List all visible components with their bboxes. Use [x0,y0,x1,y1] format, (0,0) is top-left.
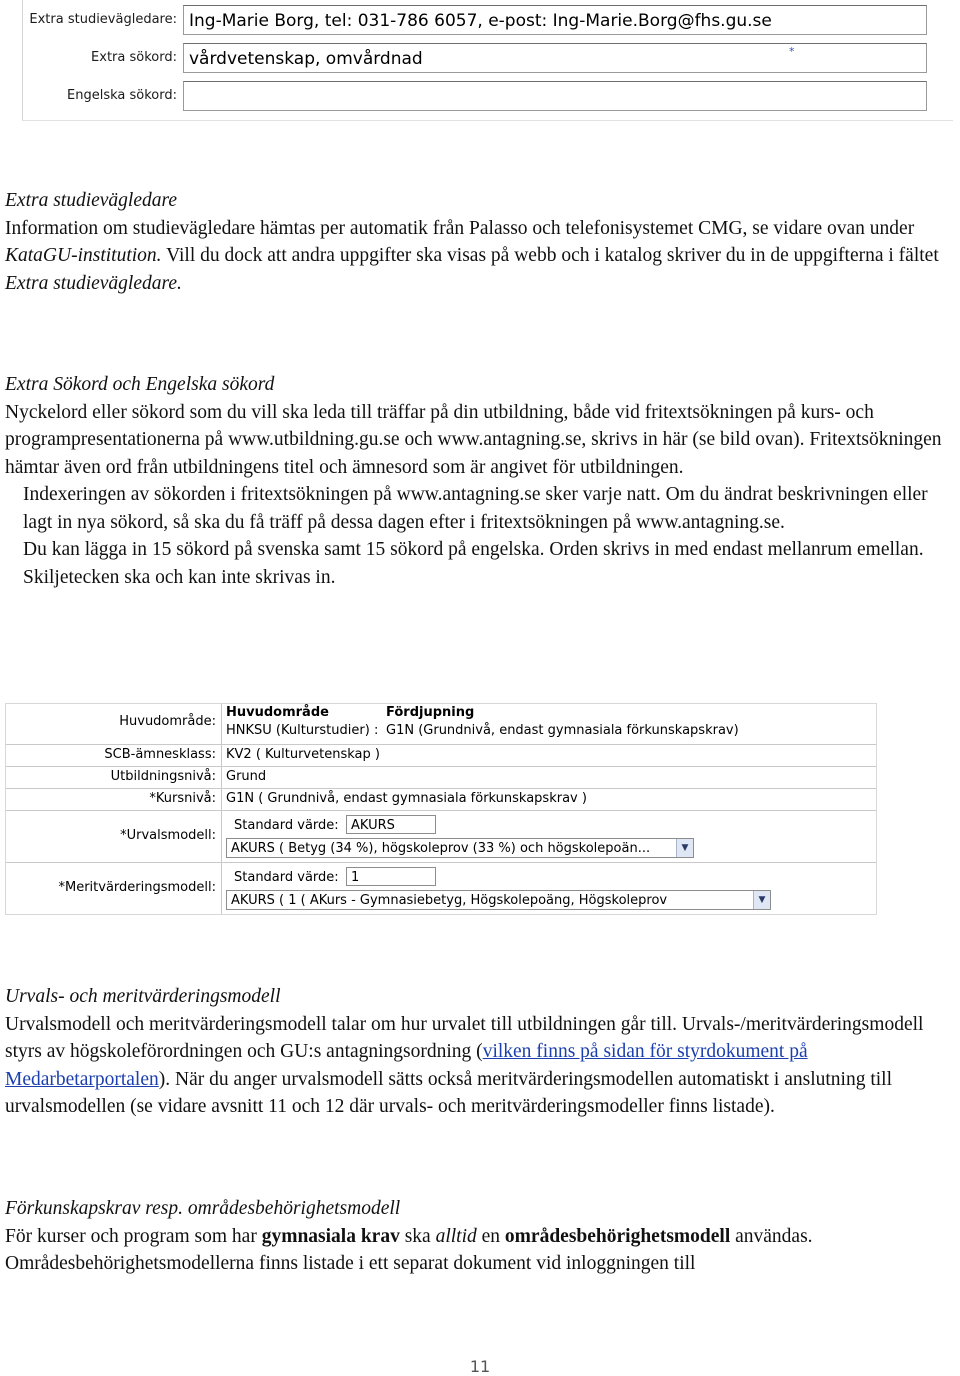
merit-standard-label: Standard värde: [234,870,339,885]
urvalsmodell-select[interactable] [226,838,694,858]
italic-text: alltid [435,1225,477,1247]
section-extra-studievagledare [5,187,957,297]
urvalsmodell-selected: AKURS ( Betyg (34 %), högskoleprov (33 %) och högskolepoän... [231,841,651,856]
kursniva-label: *Kursnivå: [149,791,216,806]
engelska-sokord-label: Engelska sökord: [67,88,177,103]
section-forkunskapskrav [5,1195,957,1278]
row-divider [6,766,876,767]
merit-standard-input[interactable]: 1 [346,867,436,886]
section-urvalsmodell [5,983,957,1121]
page-number: 11 [469,1357,491,1376]
extra-studievagledare-label: Extra studievägledare: [29,12,177,27]
separator: : [374,723,379,738]
section-heading: Extra studievägledare [5,190,178,211]
text: användas. Områdesbehörighetsmodellerna finns listade i ett separat dokument vid inloggningen till [5,1225,813,1274]
bold-text: områdesbehörighetsmodell [504,1225,731,1247]
row-divider [6,862,876,863]
bold-text: gymnasiala krav [261,1225,400,1247]
italic-text: Extra studievägledare. [5,272,182,294]
section-paragraph [5,1011,957,1121]
scb-amnesklass-value: KV2 ( Kulturvetenskap ) [226,747,380,762]
utbildningsniva-label: Utbildningsnivå: [110,769,216,784]
urvalsmodell-label: *Urvalsmodell: [120,828,216,843]
meritvardering-label: *Meritvärderingsmodell: [58,880,216,895]
contact-form-screenshot [22,0,953,121]
section-paragraph: Indexeringen av sökorden i fritextsökningen på www.antagning.se sker varje natt. Om du ändrat beskrivningen eller lagt in nya sökord, så ska du få träff på dessa dagen efter i fritextsökningen på www.antagning.se. [23,484,928,533]
kursniva-value: G1N ( Grundnivå, endast gymnasiala förkunskapskrav ) [226,791,587,806]
extra-studievagledare-field[interactable]: Ing-Marie Borg, tel: 031-786 6057, e-post: Ing-Marie.Borg@fhs.gu.se [183,5,927,35]
extra-sokord-field[interactable]: vårdvetenskap, omvårdnad [183,43,927,73]
text: en [476,1225,505,1247]
form-row-engelska-sokord [23,78,953,116]
required-mark: * [789,45,795,58]
column-divider [221,704,222,914]
col-header-huvudomrade: Huvudområde [226,705,329,720]
text: ska [399,1225,436,1247]
row-divider [6,744,876,745]
huvudomrade-value: HNKSU (Kulturstudier) [226,723,370,738]
section-heading: Förkunskapskrav resp. områdesbehörighetsmodell [5,1198,401,1219]
chevron-down-icon[interactable]: ▼ [676,839,693,857]
section-paragraph [5,215,957,298]
section-paragraph [5,1223,957,1278]
scb-amnesklass-label: SCB-ämnesklass: [104,747,216,762]
form-row-extra-studievagledare [23,2,953,40]
italic-text: KataGU-institution. [5,245,162,266]
meritvardering-select[interactable] [226,890,771,910]
section-extra-sokord [5,371,957,591]
row-divider [6,810,876,811]
fordjupning-value: G1N (Grundnivå, endast gymnasiala förkunskapskrav) [386,723,739,738]
chevron-down-icon[interactable]: ▼ [753,891,770,909]
engelska-sokord-field[interactable] [183,81,927,111]
text: För kurser och program som har [5,1225,262,1247]
model-form-screenshot [5,703,877,915]
section-paragraph: Du kan lägga in 15 sökord på svenska samt 15 sökord på engelska. Orden skrivs in med endast mellanrum emellan. Skiljetecken ska och kan inte skrivas in. [23,539,924,588]
urval-standard-input[interactable]: AKURS [346,815,436,834]
col-header-fordjupning: Fördjupning [386,705,475,720]
text: Urvalsmodell och meritvärderingsmodell talar om hur urvalet till utbildningen går till. Urvals-/meritvärderingsmodell styrs av högskoleförordningen och GU:s antagningsordning ( [5,1013,924,1062]
medarbetarportalen-link[interactable]: vilken finns på sidan för styrdokument på Medarbetarportalen [5,1041,808,1090]
text: ). När du anger urvalsmodell sätts också meritvärderingsmodellen automatiskt i anslutning till urvalsmodellen (se vidare avsnitt 11 och 12 där urvals- och meritvärderingsmodeller finns listade). [5,1068,893,1117]
urval-standard-label: Standard värde: [234,818,339,833]
row-divider [6,788,876,789]
text: Information om studievägledare hämtas per automatik från Palasso och telefonisystemet CMG, se vidare ovan under [5,217,915,239]
meritvardering-selected: AKURS ( 1 ( AKurs - Gymnasiebetyg, Högskolepoäng, Högskoleprov [231,893,668,908]
text: Vill du dock att andra uppgifter ska visas på webb och i katalog skriver du in de uppgifterna i fältet [161,245,939,266]
form-row-extra-sokord [23,40,953,78]
huvudomrade-label: Huvudområde: [119,714,216,729]
utbildningsniva-value: Grund [226,769,267,784]
section-heading: Extra Sökord och Engelska sökord [5,374,275,395]
section-heading: Urvals- och meritvärderingsmodell [5,986,281,1007]
extra-sokord-label: Extra sökord: [91,50,177,65]
section-paragraph: Nyckelord eller sökord som du vill ska leda till träffar på din utbildning, både vid fritextsökningen på kurs- och programpresentationerna på www.utbildning.gu.se och www.antagning.se, skrivs in här (se bild ovan). Fritextsökningen hämtar även ord från utbildningens titel och ämnesord som är angivet för utbildningen. [5,401,942,478]
